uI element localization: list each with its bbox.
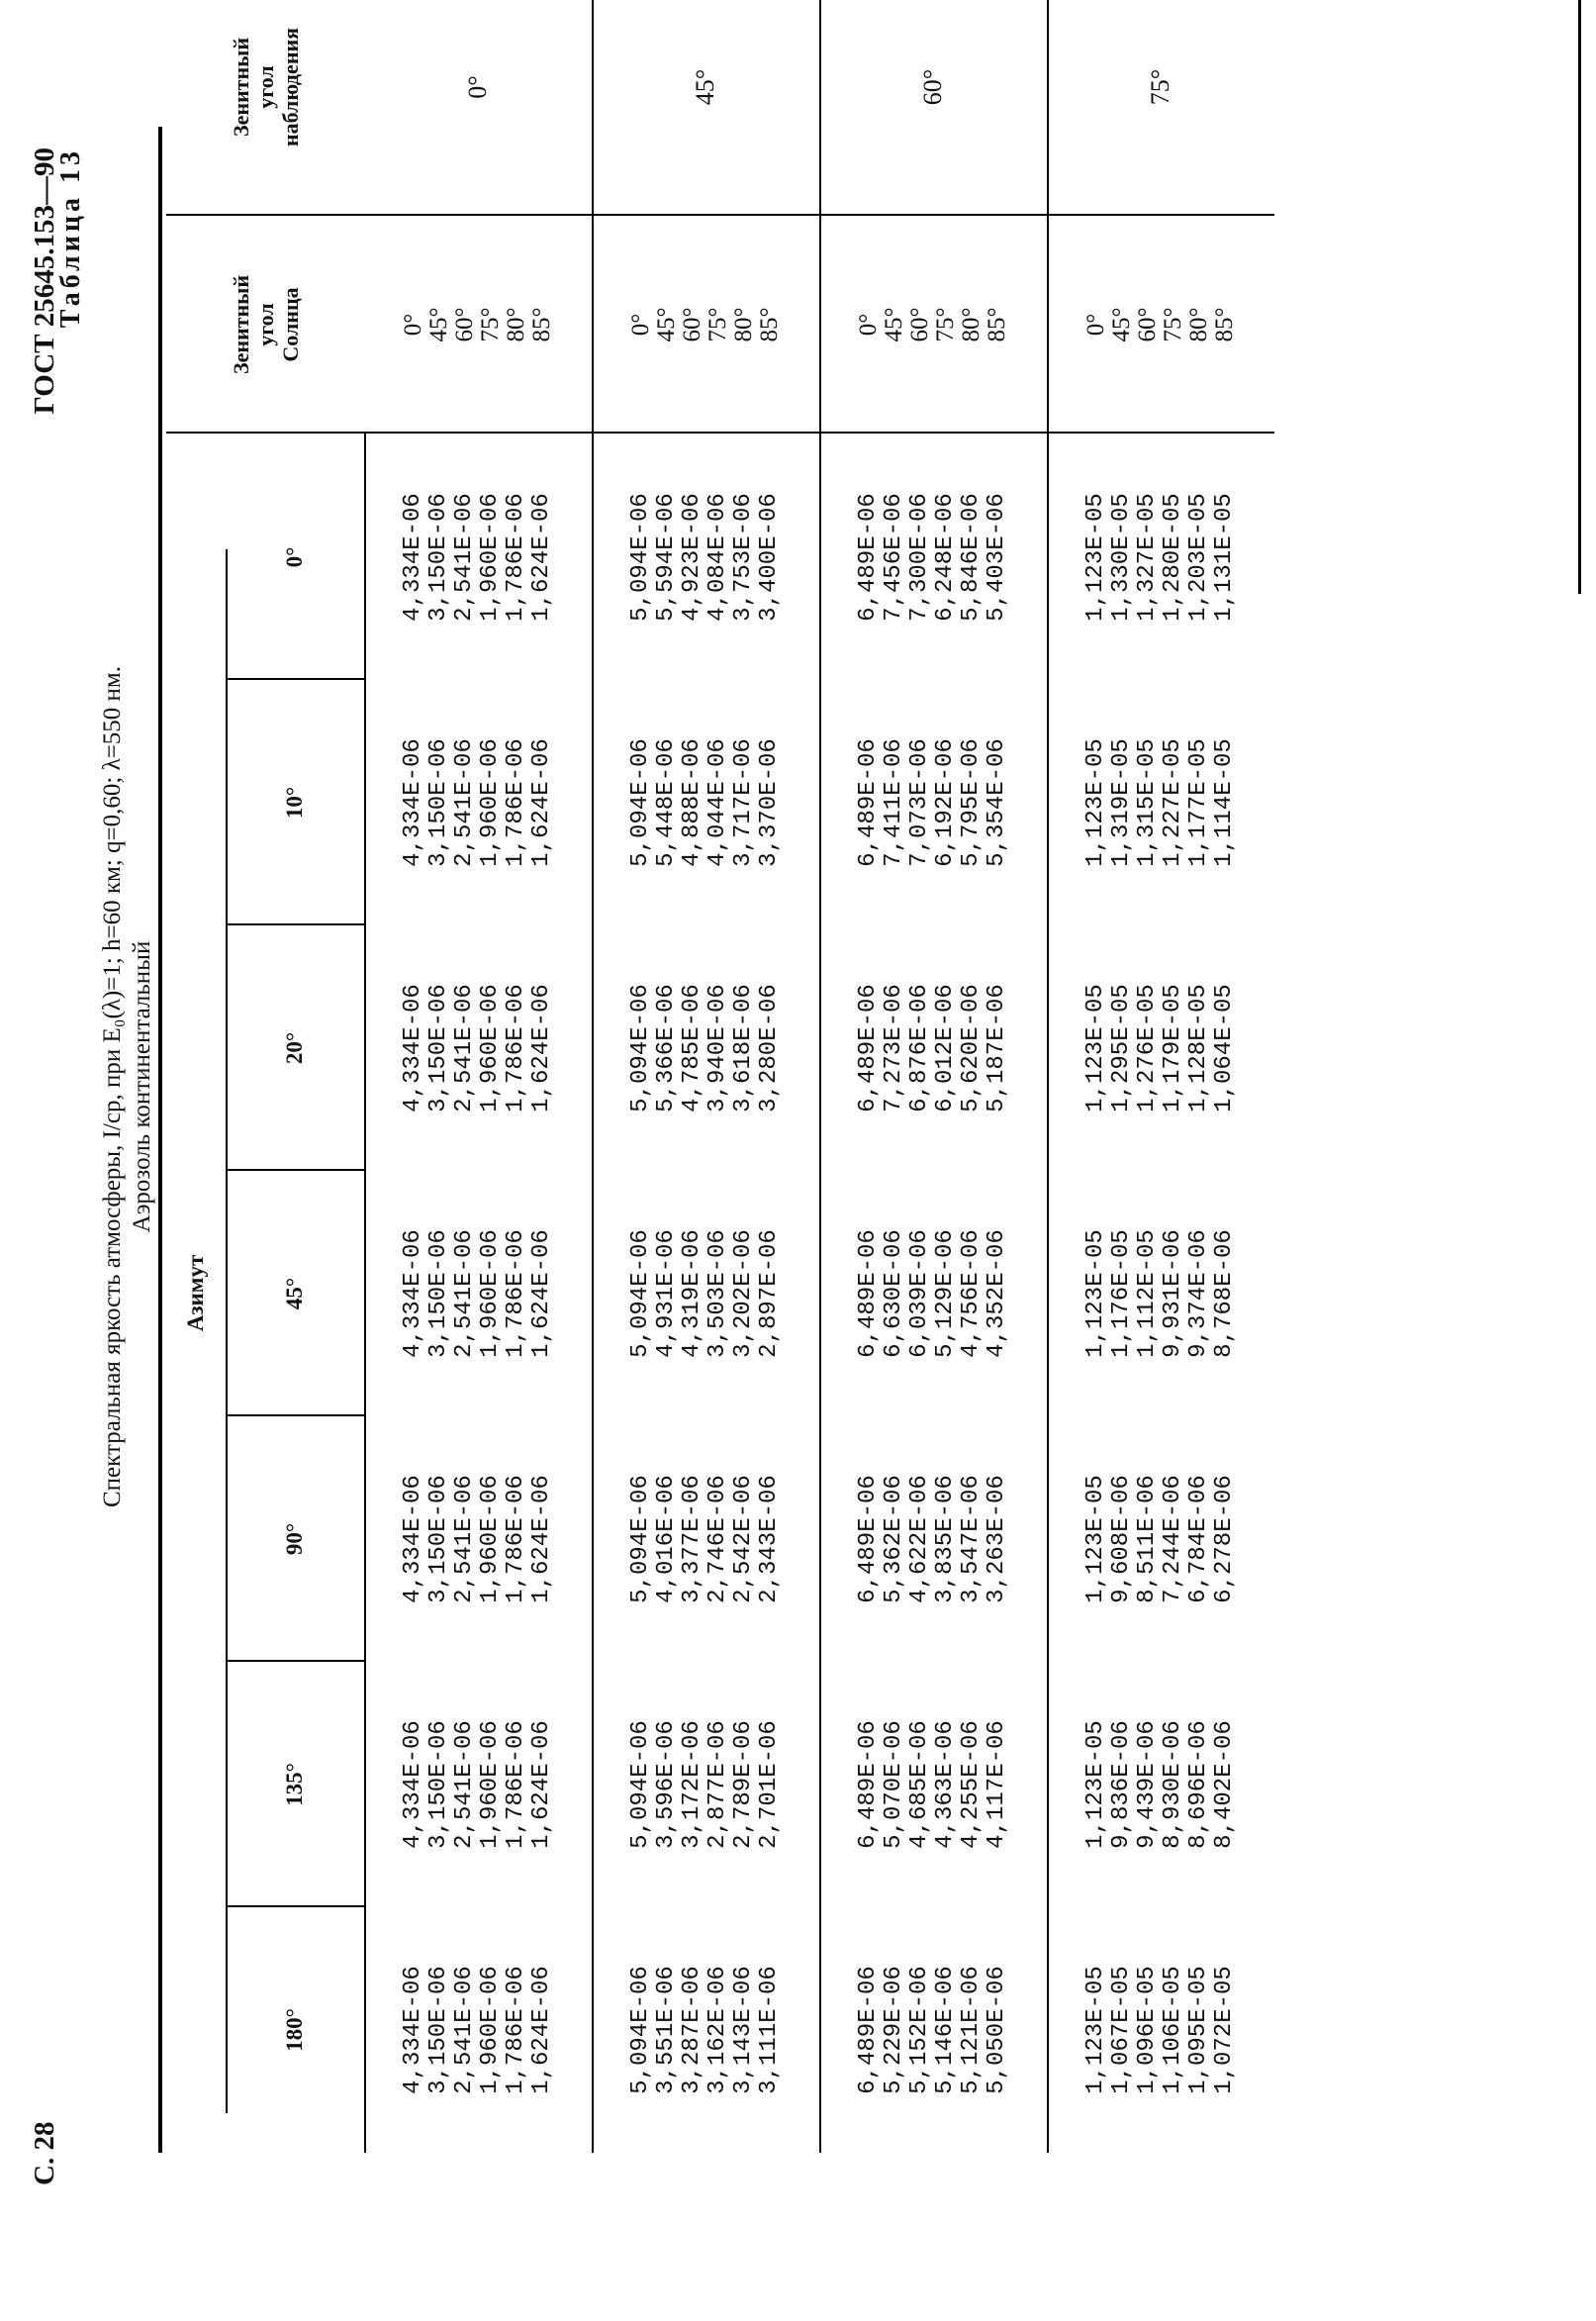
table-cell: 6,278E-06: [1211, 1475, 1238, 1603]
sun-angle-list: [819, 216, 1047, 434]
table-cell: 5,152E-06: [906, 1966, 933, 2094]
value-column: [1047, 435, 1274, 680]
table-cell: 1,227E-05: [1160, 738, 1186, 867]
table-cell: 1,624E-06: [528, 1720, 555, 1849]
table-cell: 5,094E-06: [627, 1475, 654, 1603]
table-cell: 1,960E-06: [477, 493, 504, 622]
table-cell: 6,489E-06: [855, 1229, 882, 1358]
azimuth-header: 45°: [282, 1277, 307, 1310]
table-cell: 1,123E-05: [1082, 984, 1109, 1112]
table-cell: 3,287E-06: [679, 1966, 705, 2094]
table-cell: 3,835E-06: [932, 1475, 959, 1603]
table-cell: 6,630E-06: [881, 1229, 907, 1358]
table-cell: 3,150E-06: [425, 1229, 452, 1358]
table-cell: 3,551E-06: [653, 1966, 680, 2094]
table-cell: 7,273E-06: [881, 984, 907, 1112]
table-cell: 2,541E-06: [451, 1229, 478, 1358]
table-cell: 1,786E-06: [503, 1475, 529, 1603]
table-cell: 1,624E-06: [528, 984, 555, 1112]
table-cell: 3,150E-06: [425, 984, 452, 1112]
header-sun-angle: Зенитный угол Солнца: [228, 274, 303, 375]
value-column: [364, 435, 592, 680]
bottom-rule: [1578, 0, 1581, 594]
table-cell: 1,096E-05: [1134, 1966, 1161, 2094]
table-cell: 4,334E-06: [400, 493, 426, 622]
table-cell: 1,624E-06: [528, 493, 555, 622]
table-cell: 1,960E-06: [477, 738, 504, 867]
table-cell: 4,334E-06: [400, 984, 426, 1112]
table-cell: 4,255E-06: [958, 1720, 985, 1849]
value-column: [819, 435, 1047, 680]
table-cell: 3,717E-06: [730, 738, 757, 867]
value-column: [364, 1907, 592, 2153]
table-cell: 5,146E-06: [932, 1966, 959, 2094]
value-column: [819, 1907, 1047, 2153]
table-cell: 1,095E-05: [1185, 1966, 1212, 2094]
table-cell: 1,330E-05: [1108, 493, 1135, 622]
sun-angle: 80°: [503, 307, 529, 342]
azimuth-header: 90°: [282, 1522, 307, 1556]
value-column: [819, 1662, 1047, 1907]
table-cell: 2,541E-06: [451, 493, 478, 622]
table-cell: 5,448E-06: [653, 738, 680, 867]
rule-azimuth-col: [226, 1414, 364, 1416]
value-column: [592, 1416, 819, 1662]
table-cell: 1,315E-05: [1134, 738, 1161, 867]
table-cell: 4,334E-06: [400, 1475, 426, 1603]
table-cell: 3,150E-06: [425, 1475, 452, 1603]
table-label: Таблица 13: [55, 147, 86, 329]
table-cell: 1,106E-05: [1160, 1966, 1186, 2094]
sun-angle: 45°: [425, 307, 452, 342]
table-cell: 8,696E-06: [1185, 1720, 1212, 1849]
table-cell: 5,366E-06: [653, 984, 680, 1112]
value-column: [1047, 1907, 1274, 2153]
table-cell: 2,541E-06: [451, 738, 478, 867]
value-column: [364, 1171, 592, 1416]
table-cell: 4,334E-06: [400, 1229, 426, 1358]
rule-azimuth-col: [226, 1169, 364, 1171]
standard-number: ГОСТ 25645.153—90: [28, 147, 60, 415]
table-cell: 2,541E-06: [451, 1720, 478, 1849]
table-cell: 5,094E-06: [627, 1966, 654, 2094]
table-cell: 1,960E-06: [477, 1966, 504, 2094]
table-cell: 8,768E-06: [1211, 1229, 1238, 1358]
table-cell: 1,327E-05: [1134, 493, 1161, 622]
rule-azimuth-col: [226, 923, 364, 925]
table-cell: 6,489E-06: [855, 493, 882, 622]
azimuth-header: 0°: [282, 546, 307, 568]
table-cell: 4,084E-06: [704, 493, 731, 622]
caption-line-2: Аэрозоль континентальный: [129, 940, 155, 1233]
table-cell: 2,541E-06: [451, 1475, 478, 1603]
table-cell: 7,456E-06: [881, 493, 907, 622]
table-cell: 1,960E-06: [477, 1229, 504, 1358]
table-cell: 9,374E-06: [1185, 1229, 1212, 1358]
table-cell: 2,746E-06: [704, 1475, 731, 1603]
sun-angle-list: [592, 216, 819, 434]
azimuth-header: 20°: [282, 1031, 307, 1065]
table-cell: 6,489E-06: [855, 984, 882, 1112]
table-cell: 1,123E-05: [1082, 1229, 1109, 1358]
table-cell: 1,624E-06: [528, 1966, 555, 2094]
sun-angle: 0°: [1082, 313, 1109, 337]
table-cell: 9,931E-06: [1160, 1229, 1186, 1358]
page-number: С. 28: [28, 2121, 60, 2185]
sun-angle: 85°: [1211, 307, 1238, 342]
table-cell: 2,343E-06: [756, 1475, 783, 1603]
sun-angle: 60°: [679, 307, 705, 342]
value-column: [819, 1416, 1047, 1662]
observation-angle: 45°: [691, 68, 719, 106]
table-cell: 6,012E-06: [932, 984, 959, 1112]
table-cell: 1,123E-05: [1082, 493, 1109, 622]
table-cell: 5,121E-06: [958, 1966, 985, 2094]
table-cell: 6,489E-06: [855, 1475, 882, 1603]
table-cell: 1,960E-06: [477, 1720, 504, 1849]
sun-angle: 80°: [730, 307, 757, 342]
table-cell: 6,489E-06: [855, 1966, 882, 2094]
sun-angle: 60°: [906, 307, 933, 342]
value-column: [1047, 925, 1274, 1171]
table-cell: 1,786E-06: [503, 1720, 529, 1849]
table-cell: 4,334E-06: [400, 1720, 426, 1849]
table-cell: 4,685E-06: [906, 1720, 933, 1849]
table-cell: 7,411E-06: [881, 738, 907, 867]
table-cell: 8,511E-06: [1134, 1475, 1161, 1603]
table-cell: 3,618E-06: [730, 984, 757, 1112]
table-cell: 3,162E-06: [704, 1966, 731, 2094]
rule-azimuth-col: [226, 1660, 364, 1662]
value-column: [1047, 1662, 1274, 1907]
table-cell: 2,701E-06: [756, 1720, 783, 1849]
sun-angle: 75°: [932, 307, 959, 342]
table-cell: 1,114E-05: [1211, 738, 1238, 867]
table-cell: 1,177E-05: [1185, 738, 1212, 867]
table-cell: 7,073E-06: [906, 738, 933, 867]
azimuth-header: 10°: [282, 786, 307, 820]
value-column: [1047, 680, 1274, 925]
table-cell: 4,334E-06: [400, 738, 426, 867]
table-cell: 5,846E-06: [958, 493, 985, 622]
rule-azimuth: [226, 549, 228, 2113]
value-column: [592, 1662, 819, 1907]
table-cell: 6,039E-06: [906, 1229, 933, 1358]
table-cell: 6,489E-06: [855, 1720, 882, 1849]
table-cell: 5,403E-06: [984, 493, 1010, 622]
table-cell: 1,112E-05: [1134, 1229, 1161, 1358]
value-column: [1047, 1171, 1274, 1416]
table-cell: 5,094E-06: [627, 493, 654, 622]
table-cell: 1,064E-05: [1211, 984, 1238, 1112]
table-cell: 5,129E-06: [932, 1229, 959, 1358]
table-cell: 5,050E-06: [984, 1966, 1010, 2094]
table-cell: 1,295E-05: [1108, 984, 1135, 1112]
table-cell: 4,923E-06: [679, 493, 705, 622]
table-cell: 1,786E-06: [503, 1966, 529, 2094]
table-cell: 3,150E-06: [425, 493, 452, 622]
table-cell: 5,094E-06: [627, 1720, 654, 1849]
table-cell: 6,489E-06: [855, 738, 882, 867]
table-cell: 5,362E-06: [881, 1475, 907, 1603]
table-cell: 3,202E-06: [730, 1229, 757, 1358]
table-cell: 3,377E-06: [679, 1475, 705, 1603]
table-cell: 5,620E-06: [958, 984, 985, 1112]
table-cell: 3,753E-06: [730, 493, 757, 622]
table-cell: 5,187E-06: [984, 984, 1010, 1112]
table-cell: 1,786E-06: [503, 1229, 529, 1358]
table-cell: 3,370E-06: [756, 738, 783, 867]
table-cell: 3,940E-06: [704, 984, 731, 1112]
sun-angle-list: [364, 216, 592, 434]
sun-angle: 85°: [528, 307, 555, 342]
sun-angle: 45°: [1108, 307, 1135, 342]
observation-angle: 75°: [1146, 68, 1174, 106]
table-cell: 1,624E-06: [528, 1475, 555, 1603]
sun-angle: 0°: [855, 313, 882, 337]
table-cell: 1,960E-06: [477, 984, 504, 1112]
value-column: [592, 1907, 819, 2153]
value-column: [592, 435, 819, 680]
table-cell: 2,897E-06: [756, 1229, 783, 1358]
table-cell: 5,354E-06: [984, 738, 1010, 867]
table-cell: 5,795E-06: [958, 738, 985, 867]
data-table: [158, 27, 1588, 2153]
table-cell: 3,143E-06: [730, 1966, 757, 2094]
rule-azimuth-col: [226, 678, 364, 680]
table-cell: 6,192E-06: [932, 738, 959, 867]
table-cell: 1,786E-06: [503, 984, 529, 1112]
sun-angle: 85°: [756, 307, 783, 342]
table-cell: 1,960E-06: [477, 1475, 504, 1603]
sun-angle: 60°: [451, 307, 478, 342]
table-cell: 4,352E-06: [984, 1229, 1010, 1358]
table-cell: 9,608E-06: [1108, 1475, 1135, 1603]
table-cell: 4,756E-06: [958, 1229, 985, 1358]
table-cell: 1,067E-05: [1108, 1966, 1135, 2094]
table-cell: 5,094E-06: [627, 1229, 654, 1358]
table-cell: 3,150E-06: [425, 738, 452, 867]
table-cell: 1,176E-05: [1108, 1229, 1135, 1358]
table-cell: 9,439E-06: [1134, 1720, 1161, 1849]
table-cell: 4,785E-06: [679, 984, 705, 1112]
table-cell: 5,229E-06: [881, 1966, 907, 2094]
caption-line-1: Спектральная яркость атмосферы, I/ср, при E₀(λ)=1; h=60 км; q=0,60; λ=550 нм.: [99, 666, 126, 1507]
table-cell: 1,072E-05: [1211, 1966, 1238, 2094]
table-cell: 5,070E-06: [881, 1720, 907, 1849]
table-cell: 6,876E-06: [906, 984, 933, 1112]
sun-angle: 75°: [1160, 307, 1186, 342]
table-cell: 3,503E-06: [704, 1229, 731, 1358]
table-cell: 5,094E-06: [627, 738, 654, 867]
sun-angle: 60°: [1134, 307, 1161, 342]
table-cell: 2,541E-06: [451, 984, 478, 1112]
table-cell: 4,117E-06: [984, 1720, 1010, 1849]
header-observation-angle: Зенитный угол наблюдения: [228, 27, 303, 147]
table-cell: 4,044E-06: [704, 738, 731, 867]
value-column: [592, 1171, 819, 1416]
table-cell: 1,123E-05: [1082, 1966, 1109, 2094]
header-azimuth: Азимут: [183, 1254, 208, 1332]
table-cell: 4,888E-06: [679, 738, 705, 867]
table-cell: 4,319E-06: [679, 1229, 705, 1358]
table-cell: 1,276E-05: [1134, 984, 1161, 1112]
table-cell: 7,244E-06: [1160, 1475, 1186, 1603]
table-cell: 1,123E-05: [1082, 738, 1109, 867]
azimuth-header: 180°: [282, 2008, 307, 2052]
table-cell: 2,542E-06: [730, 1475, 757, 1603]
sun-angle: 85°: [984, 307, 1010, 342]
value-column: [819, 680, 1047, 925]
sun-angle: 0°: [400, 313, 426, 337]
sun-angle: 80°: [958, 307, 985, 342]
table-cell: 1,786E-06: [503, 738, 529, 867]
value-column: [364, 1416, 592, 1662]
table-cell: 3,596E-06: [653, 1720, 680, 1849]
table-cell: 7,300E-06: [906, 493, 933, 622]
table-cell: 4,363E-06: [932, 1720, 959, 1849]
table-cell: 1,123E-05: [1082, 1720, 1109, 1849]
value-column: [592, 925, 819, 1171]
sun-angle: 80°: [1185, 307, 1212, 342]
table-cell: 2,541E-06: [451, 1966, 478, 2094]
rule-azimuth-col: [226, 1905, 364, 1907]
table-cell: 4,016E-06: [653, 1475, 680, 1603]
table-cell: 2,789E-06: [730, 1720, 757, 1849]
table-cell: 8,930E-06: [1160, 1720, 1186, 1849]
table-cell: 1,128E-05: [1185, 984, 1212, 1112]
value-column: [364, 925, 592, 1171]
sun-angle: 0°: [627, 313, 654, 337]
table-cell: 2,877E-06: [704, 1720, 731, 1849]
table-cell: 1,179E-05: [1160, 984, 1186, 1112]
table-cell: 1,123E-05: [1082, 1475, 1109, 1603]
table-cell: 6,248E-06: [932, 493, 959, 622]
sun-angle: 75°: [704, 307, 731, 342]
value-column: [592, 680, 819, 925]
table-cell: 3,400E-06: [756, 493, 783, 622]
table-cell: 5,094E-06: [627, 984, 654, 1112]
table-cell: 3,280E-06: [756, 984, 783, 1112]
table-cell: 3,111E-06: [756, 1966, 783, 2094]
value-column: [364, 680, 592, 925]
table-cell: 3,150E-06: [425, 1720, 452, 1849]
table-cell: 1,131E-05: [1211, 493, 1238, 622]
table-cell: 3,263E-06: [984, 1475, 1010, 1603]
observation-angle: 0°: [463, 75, 492, 99]
table-cell: 1,624E-06: [528, 738, 555, 867]
table-cell: 1,203E-05: [1185, 493, 1212, 622]
table-cell: 1,319E-05: [1108, 738, 1135, 867]
table-cell: 4,931E-06: [653, 1229, 680, 1358]
table-cell: 4,622E-06: [906, 1475, 933, 1603]
table-cell: 3,547E-06: [958, 1475, 985, 1603]
table-cell: 3,172E-06: [679, 1720, 705, 1849]
table-cell: 1,786E-06: [503, 493, 529, 622]
table-cell: 5,594E-06: [653, 493, 680, 622]
sun-angle-list: [1047, 216, 1274, 434]
sun-angle: 75°: [477, 307, 504, 342]
table-cell: 4,334E-06: [400, 1966, 426, 2094]
sun-angle: 45°: [881, 307, 907, 342]
value-column: [1047, 1416, 1274, 1662]
value-column: [364, 1662, 592, 1907]
table-cell: 6,784E-06: [1185, 1475, 1212, 1603]
table-cell: 3,150E-06: [425, 1966, 452, 2094]
table-caption: [98, 147, 157, 2026]
sun-angle: 45°: [653, 307, 680, 342]
observation-angle: 60°: [918, 68, 947, 106]
table-cell: 1,280E-05: [1160, 493, 1186, 622]
table-cell: 9,836E-06: [1108, 1720, 1135, 1849]
value-column: [819, 925, 1047, 1171]
table-cell: 8,402E-06: [1211, 1720, 1238, 1849]
table-cell: 1,624E-06: [528, 1229, 555, 1358]
azimuth-header: 135°: [282, 1763, 307, 1806]
value-column: [819, 1171, 1047, 1416]
